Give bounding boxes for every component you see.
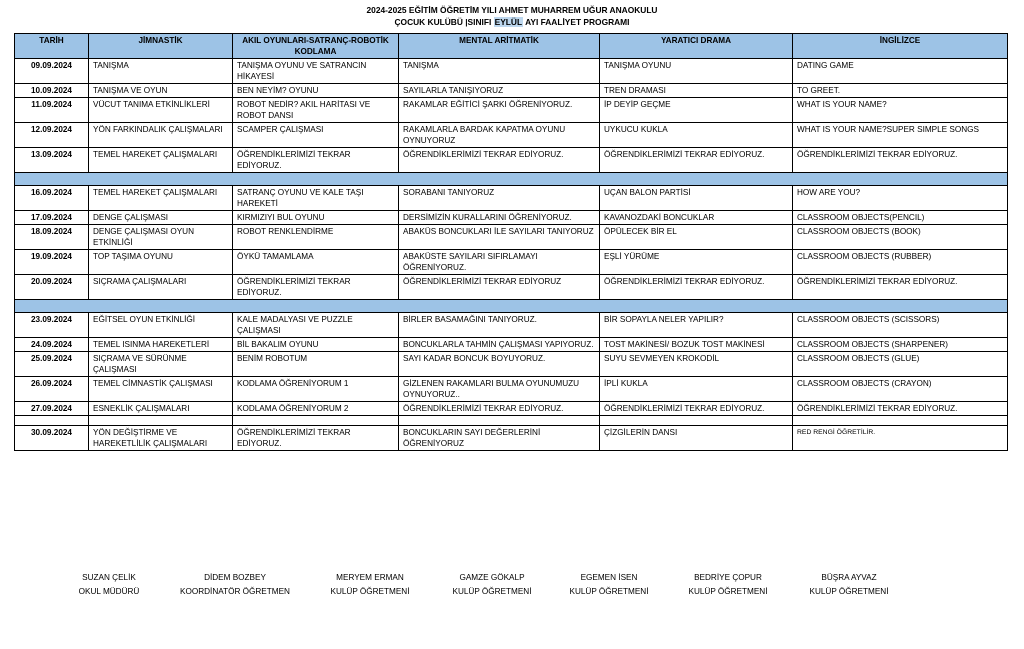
creative-drama-cell: UÇAN BALON PARTİSİ	[600, 186, 793, 211]
gymnastics-cell: YÖN FARKINDALIK ÇALIŞMALARI	[89, 123, 233, 148]
week-separator	[15, 173, 1008, 186]
activity-schedule-table	[14, 33, 1008, 451]
english-cell: WHAT IS YOUR NAME?SUPER SIMPLE SONGS	[793, 123, 1008, 148]
signatory-name: EGEMEN İSEN	[580, 573, 638, 582]
table-row	[15, 225, 1008, 250]
table-row	[15, 59, 1008, 84]
creative-drama-cell: İP DEYİP GEÇME	[600, 98, 793, 123]
empty-cell	[233, 416, 399, 426]
gymnastics-cell: TANIŞMA	[89, 59, 233, 84]
mental-arithmetic-cell: RAKAMLARLA BARDAK KAPATMA OYUNU OYNUYORUZ	[399, 123, 600, 148]
signature-block	[658, 571, 798, 599]
signatory-name: DİDEM BOZBEY	[204, 573, 266, 582]
date-cell: 20.09.2024	[15, 275, 89, 300]
creative-drama-cell: KAVANOZDAKİ BONCUKLAR	[600, 211, 793, 225]
mind-games-cell: KODLAMA ÖĞRENİYORUM 1	[233, 377, 399, 402]
creative-drama-cell: UYKUCU KUKLA	[600, 123, 793, 148]
signatory-name: MERYEM ERMAN	[336, 573, 404, 582]
table-row	[15, 275, 1008, 300]
week-separator	[15, 300, 1008, 313]
mental-arithmetic-cell: TANIŞMA	[399, 59, 600, 84]
date-cell: 12.09.2024	[15, 123, 89, 148]
mind-games-cell: ÖĞRENDİKLERİMİZİ TEKRAR EDİYORUZ.	[233, 275, 399, 300]
table-row	[15, 186, 1008, 211]
gymnastics-cell: YÖN DEĞİŞTİRME VE HAREKETLİLİK ÇALIŞMALARI	[89, 426, 233, 451]
signatory-role: OKUL MÜDÜRÜ	[78, 587, 140, 596]
english-cell: HOW ARE YOU?	[793, 186, 1008, 211]
table-header-row	[15, 34, 1008, 59]
column-header-date: TARİH	[15, 34, 89, 59]
mind-games-cell: SCAMPER ÇALIŞMASI	[233, 123, 399, 148]
date-cell: 16.09.2024	[15, 186, 89, 211]
column-header-mental-arithmetic: MENTAL ARİTMATİK	[399, 34, 600, 59]
gymnastics-cell: DENGE ÇALIŞMASI OYUN ETKİNLİĞİ	[89, 225, 233, 250]
mind-games-cell: ÖYKÜ TAMAMLAMA	[233, 250, 399, 275]
gymnastics-cell: TEMEL CİMNASTİK ÇALIŞMASI	[89, 377, 233, 402]
date-cell: 10.09.2024	[15, 84, 89, 98]
mental-arithmetic-cell: DERSİMİZİN KURALLARINI ÖĞRENİYORUZ.	[399, 211, 600, 225]
table-body	[15, 59, 1008, 451]
empty-cell	[89, 416, 233, 426]
english-cell: RED RENGİ ÖĞRETİLİR.	[793, 426, 1008, 451]
week-separator-row	[15, 300, 1008, 313]
date-cell: 23.09.2024	[15, 313, 89, 338]
english-cell: DATING GAME	[793, 59, 1008, 84]
mind-games-cell: ROBOT NEDİR? AKIL HARİTASI VE ROBOT DANSI	[233, 98, 399, 123]
gymnastics-cell: SIÇRAMA VE SÜRÜNME ÇALIŞMASI	[89, 352, 233, 377]
english-cell: CLASSROOM OBJECTS (SCISSORS)	[793, 313, 1008, 338]
date-cell: 19.09.2024	[15, 250, 89, 275]
signature-block	[165, 571, 305, 599]
gymnastics-cell: ESNEKLİK ÇALIŞMALARI	[89, 402, 233, 416]
creative-drama-cell: BİR SOPAYLA NELER YAPILIR?	[600, 313, 793, 338]
mind-games-cell: KIRMIZIYI BUL OYUNU	[233, 211, 399, 225]
english-cell: WHAT IS YOUR NAME?	[793, 98, 1008, 123]
signatory-name: GAMZE GÖKALP	[459, 573, 525, 582]
document-title: 2024-2025 EĞİTİM ÖĞRETİM YILI AHMET MUHARREM UĞUR ANAOKULU	[366, 5, 658, 15]
english-cell: CLASSROOM OBJECTS(PENCIL)	[793, 211, 1008, 225]
subtitle-prefix: ÇOCUK KULÜBÜ |SINIFI	[394, 17, 494, 27]
signature-block	[779, 571, 919, 599]
week-separator-row	[15, 173, 1008, 186]
gymnastics-cell: EĞİTSEL OYUN ETKİNLİĞİ	[89, 313, 233, 338]
table-row	[15, 338, 1008, 352]
table-row	[15, 313, 1008, 338]
column-header-mind-games: AKIL OYUNLARI-SATRANÇ-ROBOTİK KODLAMA	[233, 34, 399, 59]
signatory-role: KULÜP ÖĞRETMENİ	[688, 587, 768, 596]
creative-drama-cell: ÖĞRENDİKLERİMİZİ TEKRAR EDİYORUZ.	[600, 148, 793, 173]
english-cell: CLASSROOM OBJECTS (RUBBER)	[793, 250, 1008, 275]
gymnastics-cell: TEMEL ISINMA HAREKETLERİ	[89, 338, 233, 352]
creative-drama-cell: SUYU SEVMEYEN KROKODİL	[600, 352, 793, 377]
date-cell: 27.09.2024	[15, 402, 89, 416]
english-cell: CLASSROOM OBJECTS (SHARPENER)	[793, 338, 1008, 352]
english-cell: ÖĞRENDİKLERİMİZİ TEKRAR EDİYORUZ.	[793, 148, 1008, 173]
mind-games-cell: ROBOT RENKLENDİRME	[233, 225, 399, 250]
signatory-role: KULÜP ÖĞRETMENİ	[330, 587, 410, 596]
creative-drama-cell: ÇİZGİLERİN DANSI	[600, 426, 793, 451]
date-cell: 26.09.2024	[15, 377, 89, 402]
mental-arithmetic-cell: ABAKÜS BONCUKLARI İLE SAYILARI TANIYORUZ	[399, 225, 600, 250]
english-cell: TO GREET.	[793, 84, 1008, 98]
empty-cell	[399, 416, 600, 426]
mind-games-cell: BİL BAKALIM OYUNU	[233, 338, 399, 352]
signatory-role: KULÜP ÖĞRETMENİ	[569, 587, 649, 596]
date-cell: 25.09.2024	[15, 352, 89, 377]
mind-games-cell: ÖĞRENDİKLERİMİZİ TEKRAR EDİYORUZ.	[233, 426, 399, 451]
gymnastics-cell: SIÇRAMA ÇALIŞMALARI	[89, 275, 233, 300]
mental-arithmetic-cell: ABAKÜSTE SAYILARI SIFIRLAMAYI ÖĞRENİYORUZ.	[399, 250, 600, 275]
signature-block	[39, 571, 179, 599]
date-cell: 13.09.2024	[15, 148, 89, 173]
english-cell: CLASSROOM OBJECTS (GLUE)	[793, 352, 1008, 377]
english-cell: CLASSROOM OBJECTS (BOOK)	[793, 225, 1008, 250]
mental-arithmetic-cell: ÖĞRENDİKLERİMİZİ TEKRAR EDİYORUZ	[399, 275, 600, 300]
mental-arithmetic-cell: SAYI KADAR BONCUK BOYUYORUZ.	[399, 352, 600, 377]
mental-arithmetic-cell: ÖĞRENDİKLERİMİZİ TEKRAR EDİYORUZ.	[399, 148, 600, 173]
mental-arithmetic-cell: BONCUKLARLA TAHMİN ÇALIŞMASI YAPIYORUZ.	[399, 338, 600, 352]
gymnastics-cell: TEMEL HAREKET ÇALIŞMALARI	[89, 148, 233, 173]
signatory-role: KULÜP ÖĞRETMENİ	[809, 587, 889, 596]
table-row	[15, 402, 1008, 416]
mental-arithmetic-cell: BİRLER BASAMAĞINI TANIYORUZ.	[399, 313, 600, 338]
table-row	[15, 250, 1008, 275]
table-row	[15, 352, 1008, 377]
creative-drama-cell: EŞLİ YÜRÜME	[600, 250, 793, 275]
mental-arithmetic-cell: RAKAMLAR EĞİTİCİ ŞARKI ÖĞRENİYORUZ.	[399, 98, 600, 123]
creative-drama-cell: TOST MAKİNESİ/ BOZUK TOST MAKİNESİ	[600, 338, 793, 352]
english-cell: ÖĞRENDİKLERİMİZİ TEKRAR EDİYORUZ.	[793, 402, 1008, 416]
document-subtitle	[0, 16, 1024, 28]
creative-drama-cell: TANIŞMA OYUNU	[600, 59, 793, 84]
signatory-role: KULÜP ÖĞRETMENİ	[452, 587, 532, 596]
mental-arithmetic-cell: ÖĞRENDİKLERİMİZİ TEKRAR EDİYORUZ.	[399, 402, 600, 416]
empty-cell	[793, 416, 1008, 426]
month-highlight: EYLÜL	[494, 17, 523, 27]
english-cell: ÖĞRENDİKLERİMİZİ TEKRAR EDİYORUZ.	[793, 275, 1008, 300]
creative-drama-cell: ÖPÜLECEK BİR EL	[600, 225, 793, 250]
table-row	[15, 84, 1008, 98]
signatory-name: BÜŞRA AYVAZ	[821, 573, 877, 582]
gymnastics-cell: TANIŞMA VE OYUN	[89, 84, 233, 98]
table-row	[15, 377, 1008, 402]
mind-games-cell: KALE MADALYASI VE PUZZLE ÇALIŞMASI	[233, 313, 399, 338]
mental-arithmetic-cell: BONCUKLARIN SAYI DEĞERLERİNİ ÖĞRENİYORUZ	[399, 426, 600, 451]
signatory-name: SUZAN ÇELİK	[82, 573, 136, 582]
gymnastics-cell: TEMEL HAREKET ÇALIŞMALARI	[89, 186, 233, 211]
empty-cell	[15, 416, 89, 426]
gymnastics-cell: VÜCUT TANIMA ETKİNLİKLERİ	[89, 98, 233, 123]
date-cell: 11.09.2024	[15, 98, 89, 123]
date-cell: 30.09.2024	[15, 426, 89, 451]
date-cell: 24.09.2024	[15, 338, 89, 352]
creative-drama-cell: İPLİ KUKLA	[600, 377, 793, 402]
signatory-name: BEDRİYE ÇOPUR	[694, 573, 762, 582]
table-row	[15, 123, 1008, 148]
table-row	[15, 211, 1008, 225]
column-header-gymnastics: JİMNASTİK	[89, 34, 233, 59]
gymnastics-cell: DENGE ÇALIŞMASI	[89, 211, 233, 225]
mind-games-cell: BENİM ROBOTUM	[233, 352, 399, 377]
english-cell: CLASSROOM OBJECTS (CRAYON)	[793, 377, 1008, 402]
signatory-role: KOORDİNATÖR ÖĞRETMEN	[180, 587, 290, 596]
column-header-english: İNGİLİZCE	[793, 34, 1008, 59]
spacer-row	[15, 416, 1008, 426]
creative-drama-cell: TREN DRAMASI	[600, 84, 793, 98]
mind-games-cell: SATRANÇ OYUNU VE KALE TAŞI HAREKETİ	[233, 186, 399, 211]
mental-arithmetic-cell: SAYILARLA TANIŞIYORUZ	[399, 84, 600, 98]
subtitle-suffix: AYI FAALİYET PROGRAMI	[523, 17, 630, 27]
table-row	[15, 98, 1008, 123]
mind-games-cell: BEN NEYİM? OYUNU	[233, 84, 399, 98]
mental-arithmetic-cell: GİZLENEN RAKAMLARI BULMA OYUNUMUZU OYNUYORUZ..	[399, 377, 600, 402]
table-row	[15, 426, 1008, 451]
creative-drama-cell: ÖĞRENDİKLERİMİZİ TEKRAR EDİYORUZ.	[600, 402, 793, 416]
gymnastics-cell: TOP TAŞIMA OYUNU	[89, 250, 233, 275]
date-cell: 18.09.2024	[15, 225, 89, 250]
mind-games-cell: KODLAMA ÖĞRENİYORUM 2	[233, 402, 399, 416]
mind-games-cell: ÖĞRENDİKLERİMİZİ TEKRAR EDİYORUZ.	[233, 148, 399, 173]
date-cell: 17.09.2024	[15, 211, 89, 225]
empty-cell	[600, 416, 793, 426]
creative-drama-cell: ÖĞRENDİKLERİMİZİ TEKRAR EDİYORUZ.	[600, 275, 793, 300]
table-row	[15, 148, 1008, 173]
signature-block	[300, 571, 440, 599]
mental-arithmetic-cell: SORABANI TANIYORUZ	[399, 186, 600, 211]
column-header-creative-drama: YARATICI DRAMA	[600, 34, 793, 59]
mind-games-cell: TANIŞMA OYUNU VE SATRANCIN HİKAYESİ	[233, 59, 399, 84]
date-cell: 09.09.2024	[15, 59, 89, 84]
